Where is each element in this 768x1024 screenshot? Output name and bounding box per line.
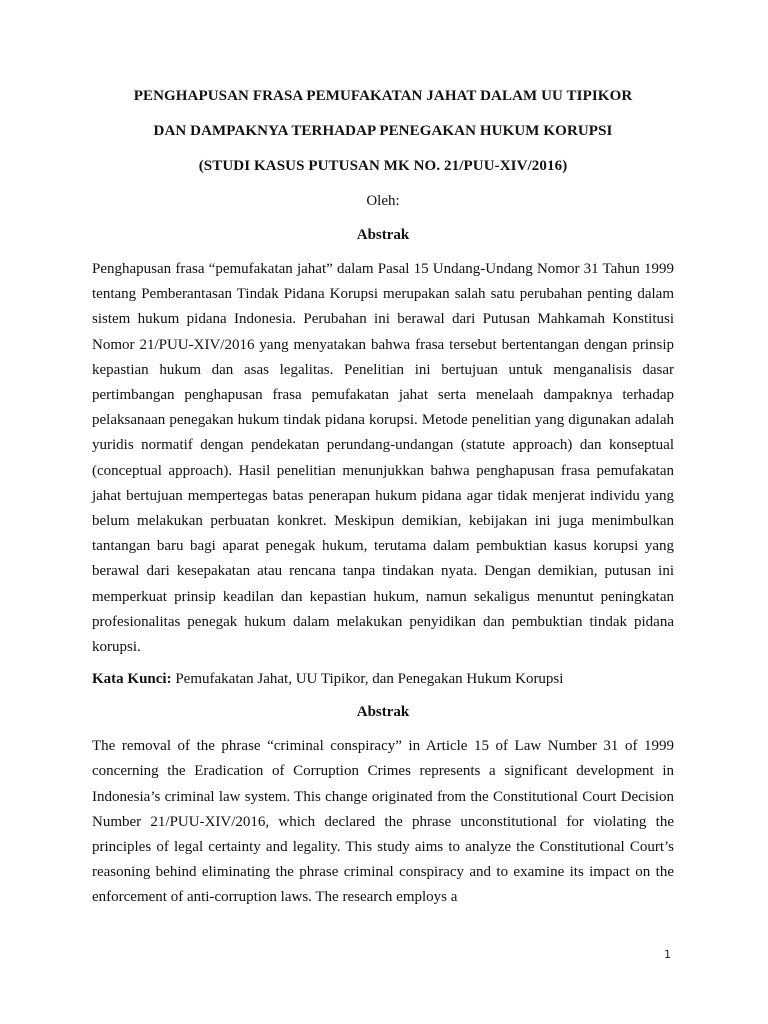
page-number: 1	[664, 948, 671, 961]
page-content	[92, 86, 674, 919]
abstract-body-indonesian: Penghapusan frasa “pemufakatan jahat” dalam Pasal 15 Undang-Undang Nomor 31 Tahun 1999 tentang Pemberantasan Tindak Pidana Korupsi merupakan salah satu perubahan penting dalam sistem hukum pidana Indonesia. Perubahan ini berawal dari Putusan Mahkamah Konstitusi Nomor 21/PUU-XIV/2016 yang menyatakan bahwa frasa tersebut bertentangan dengan prinsip kepastian hukum dan asas legalitas. Penelitian ini bertujuan untuk menganalisis dasar pertimbangan penghapusan frasa pemufakatan jahat serta menelaah dampaknya terhadap pelaksanaan penegakan hukum tindak pidana korupsi. Metode penelitian yang digunakan adalah yuridis normatif dengan pendekatan perundang-undangan (statute approach) dan konseptual (conceptual approach). Hasil penelitian menunjukkan bahwa penghapusan frasa pemufakatan jahat bertujuan mempertegas batas penerapan hukum pidana agar tidak menjerat individu yang belum melakukan perbuatan konkret. Meskipun demikian, kebijakan ini juga menimbulkan tantangan baru bagi aparat penegak hukum, terutama dalam pembuktian kasus korupsi yang berawal dari kesepakatan atau rencana tanpa tindakan nyata. Dengan demikian, putusan ini memperkuat prinsip keadilan dan kepastian hukum, namun sekaligus menuntut peningkatan profesionalitas penegak hukum dalam melakukan penyidikan dan pembuktian tindak pidana korupsi.	[92, 261, 674, 656]
title-line-2: DAN DAMPAKNYA TERHADAP PENEGAKAN HUKUM KORUPSI	[153, 123, 613, 139]
abstract-body-english: The removal of the phrase “criminal conspiracy” in Article 15 of Law Number 31 of 1999 concerning the Eradication of Corruption Crimes represents a significant development in Indonesia’s criminal law system. This change originated from the Constitutional Court Decision Number 21/PUU-XIV/2016, which declared the phrase unconstitutional for violating the principles of legal certainty and legality. This study aims to analyze the Constitutional Court’s reasoning behind eliminating the phrase criminal conspiracy and to examine its impact on the enforcement of anti-corruption laws. The research employs a	[92, 738, 674, 906]
keywords	[92, 668, 674, 690]
keywords-label: Kata Kunci:	[92, 671, 172, 688]
keywords-text: Pemufakatan Jahat, UU Tipikor, dan Penegakan Hukum Korupsi	[171, 671, 564, 688]
abstract-heading-indonesian: Abstrak	[356, 227, 410, 243]
abstract-heading-english: Abstrak	[356, 704, 410, 721]
author-byline: Oleh:	[366, 193, 400, 209]
title-line-1: PENGHAPUSAN FRASA PEMUFAKATAN JAHAT DALAM UU TIPIKOR	[133, 88, 633, 104]
title-line-3: (STUDI KASUS PUTUSAN MK NO. 21/PUU-XIV/2016)	[198, 158, 568, 174]
